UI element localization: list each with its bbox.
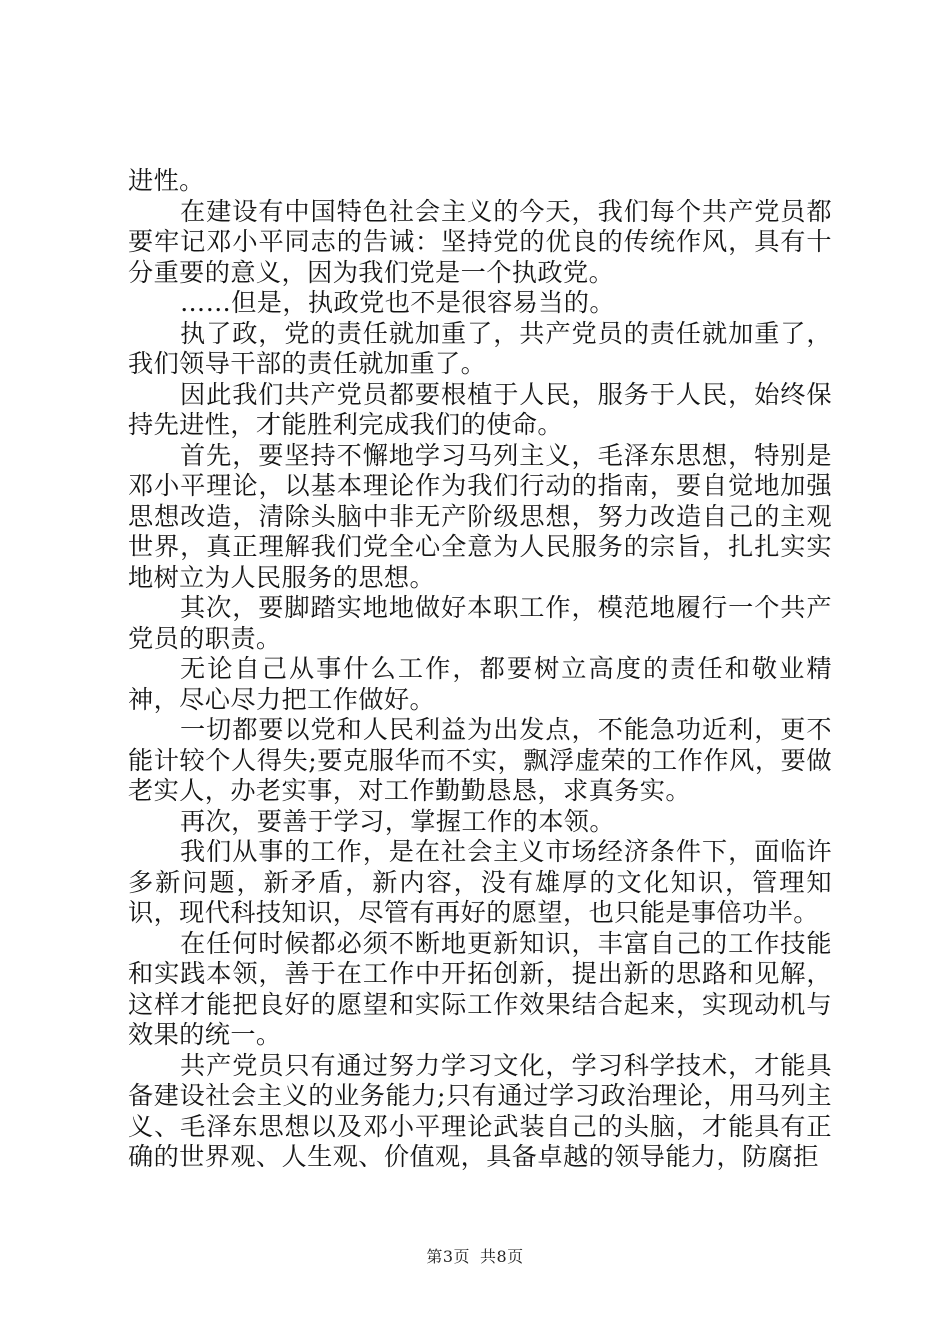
paragraph: 在建设有中国特色社会主义的今天，我们每个共产党员都要牢记邓小平同志的告诫：坚持党的优良的传统作风，具有十分重要的意义，因为我们党是一个执政党。 <box>128 196 832 287</box>
paragraph: 再次，要善于学习，掌握工作的本领。 <box>180 806 615 836</box>
page-total: 共8页 <box>480 1247 524 1266</box>
paragraph: 无论自己从事什么工作，都要树立高度的责任和敬业精神，尽心尽力把工作做好。 <box>128 654 832 714</box>
paragraph: 其次，要脚踏实地地做好本职工作，模范地履行一个共产党员的职责。 <box>128 593 832 653</box>
paragraph: 进性。 <box>128 166 205 195</box>
document-body <box>128 166 832 1173</box>
paragraph: 执了政，党的责任就加重了，共产党员的责任就加重了，我们领导干部的责任就加重了。 <box>128 318 832 378</box>
paragraph: ……但是，执政党也不是很容易当的。 <box>180 288 615 317</box>
paragraph: 共产党员只有通过努力学习文化，学习科学技术，才能具备建设社会主义的业务能力;只有通过学习政治理论，用马列主义、毛泽东思想以及邓小平理论武装自己的头脑，才能具有正确的世界观、人生观、价值观，具备卓越的领导能力，防腐拒 <box>128 1050 832 1171</box>
paragraph: 一切都要以党和人民利益为出发点，不能急功近利，更不能计较个人得失;要克服华而不实，飘浮虚荣的工作作风，要做老实人，办老实事，对工作勤勤恳恳，求真务实。 <box>128 715 832 805</box>
paragraph: 我们从事的工作，是在社会主义市场经济条件下，面临许多新问题，新矛盾，新内容，没有雄厚的文化知识，管理知识，现代科技知识，尽管有再好的愿望，也只能是事倍功半。 <box>128 837 832 927</box>
paragraph: 首先，要坚持不懈地学习马列主义，毛泽东思想，特别是邓小平理论，以基本理论作为我们行动的指南，要自觉地加强思想改造，清除头脑中非无产阶级思想，努力改造自己的主观世界，真正理解我们党全心全意为人民服务的宗旨，扎扎实实地树立为人民服务的思想。 <box>128 440 832 592</box>
paragraph: 因此我们共产党员都要根植于人民，服务于人民，始终保持先进性，才能胜利完成我们的使命。 <box>128 379 832 439</box>
page-footer <box>0 1244 950 1267</box>
paragraph: 在任何时候都必须不断地更新知识，丰富自己的工作技能和实践本领，善于在工作中开拓创新，提出新的思路和见解，这样才能把良好的愿望和实际工作效果结合起来，实现动机与效果的统一。 <box>128 928 832 1049</box>
page-number: 第3页 <box>426 1247 470 1266</box>
